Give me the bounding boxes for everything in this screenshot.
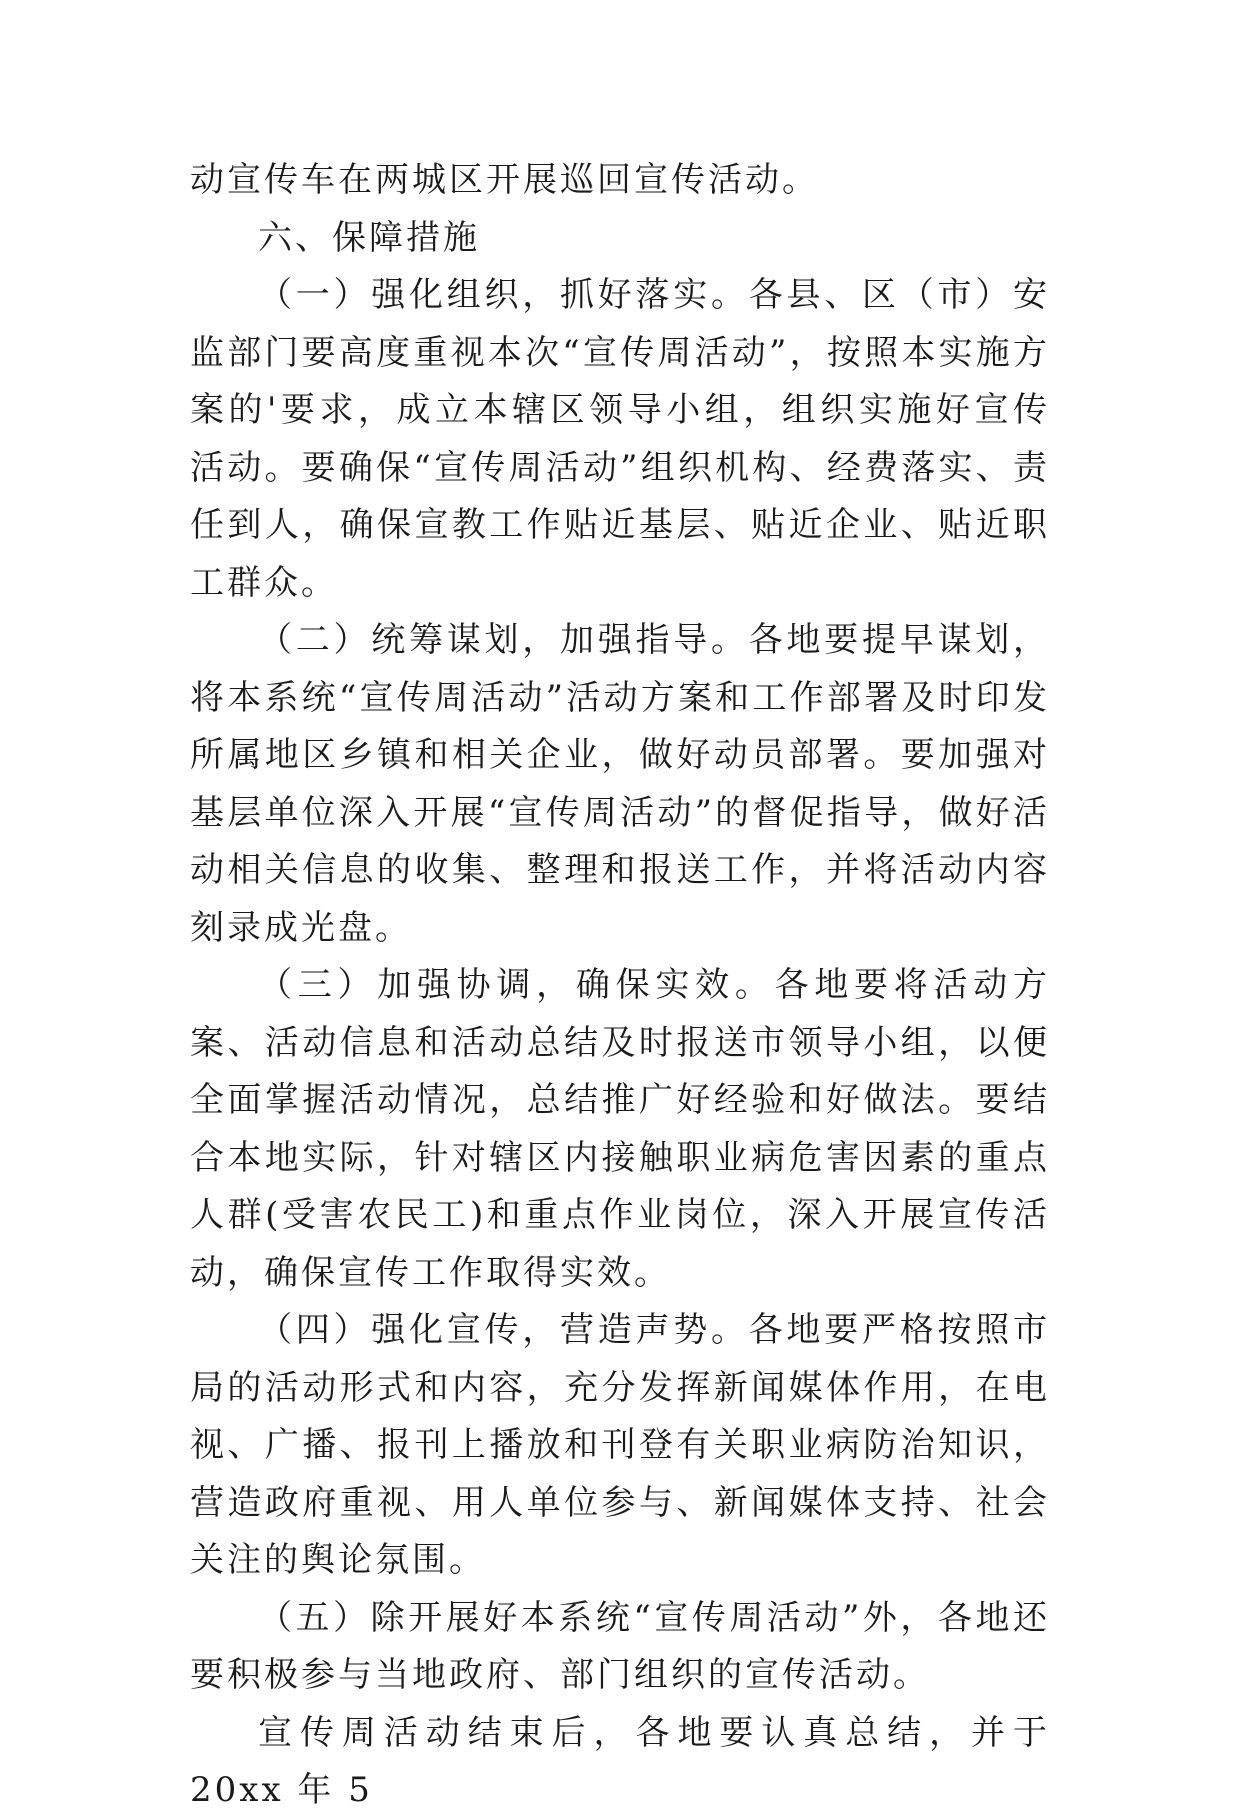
paragraph-publicity: （四）强化宣传，营造声势。各地要严格按照市局的活动形式和内容，充分发挥新闻媒体作用，在电视、广播、报刊上播放和刊登有关职业病防治知识，营造政府重视、用人单位参与、新闻媒体支持、社会关注的舆论氛围。 xyxy=(190,1310,1050,1580)
paragraph-summary: 宣传周活动结束后，各地要认真总结，并于 20xx 年 5 xyxy=(190,1712,1050,1810)
section-heading-safeguards: 六、保障措施 xyxy=(258,217,480,258)
paragraph-participation: （五）除开展好本系统“宣传周活动”外，各地还要积极参与当地政府、部门组织的宣传活动。 xyxy=(190,1597,1050,1695)
paragraph-coordination: （三）加强协调，确保实效。各地要将活动方案、活动信息和活动总结及时报送市领导小组，以便全面掌握活动情况，总结推广好经验和好做法。要结合本地实际，针对辖区内接触职业病危害因素的重点人群(受害农民工)和重点作业岗位，深入开展宣传活动，确保宣传工作取得实效。 xyxy=(190,965,1050,1293)
paragraph-planning: （二）统筹谋划，加强指导。各地要提早谋划，将本系统“宣传周活动”活动方案和工作部署及时印发所属地区乡镇和相关企业，做好动员部署。要加强对基层单位深入开展“宣传周活动”的督促指导，做好活动相关信息的收集、整理和报送工作，并将活动内容刻录成光盘。 xyxy=(190,620,1050,948)
document-body xyxy=(190,152,1050,1820)
paragraph-organization: （一）强化组织，抓好落实。各县、区（市）安监部门要高度重视本次“宣传周活动”，按照本实施方案的'要求，成立本辖区领导小组，组织实施好宣传活动。要确保“宣传周活动”组织机构、经费落实、责任到人，确保宣教工作贴近基层、贴近企业、贴近职工群众。 xyxy=(190,275,1050,603)
paragraph-continuation: 动宣传车在两城区开展巡回宣传活动。 xyxy=(190,160,819,200)
